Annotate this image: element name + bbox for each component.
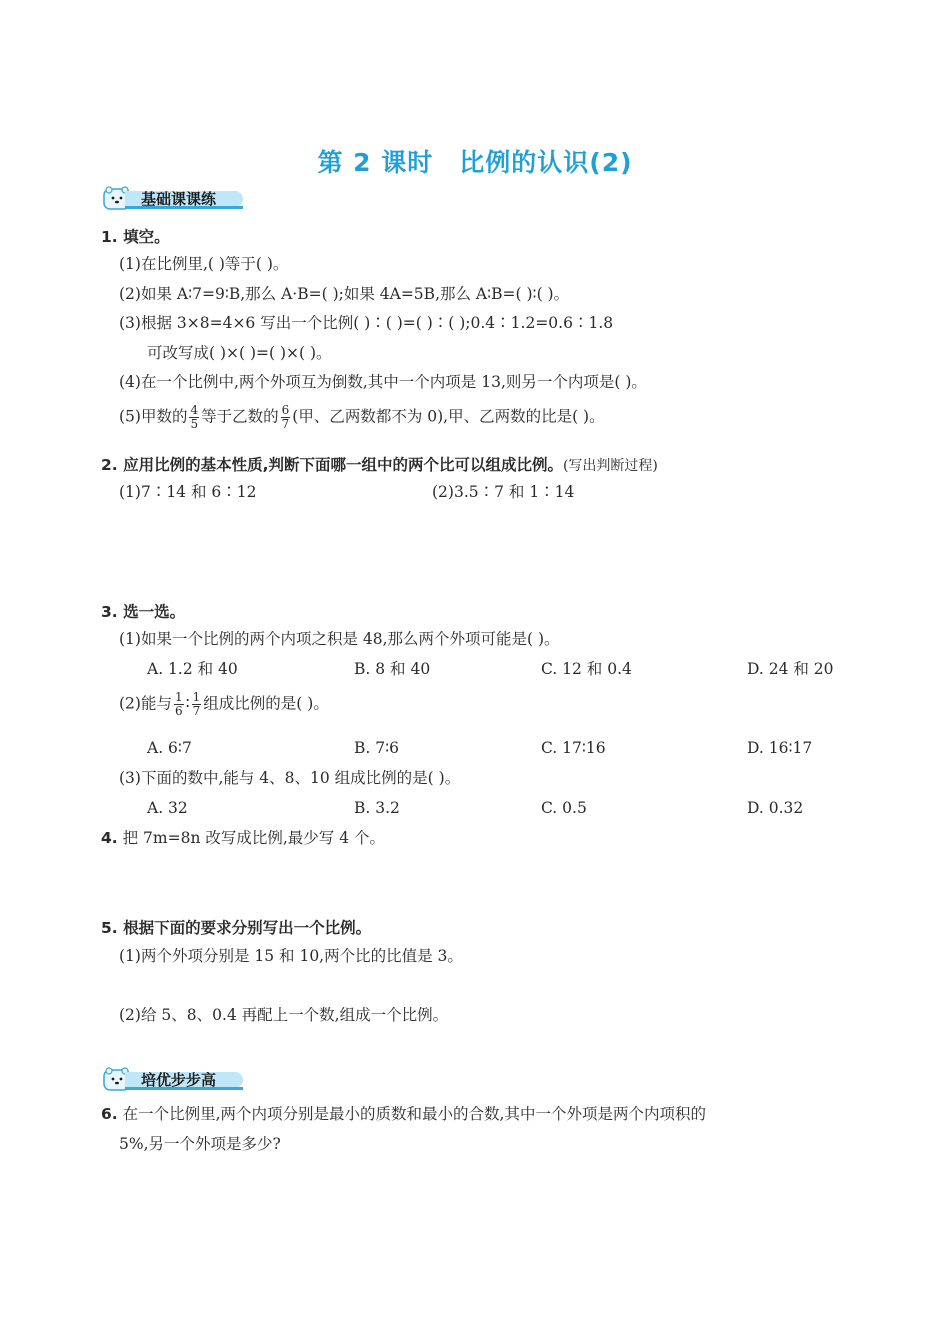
q1-item-3: (3)根据 3×8=4×6 写出一个比例( )∶( )=( )∶( );0.4∶1.2=0.6∶1.8 — [119, 314, 614, 332]
q2-item-2: (2)3.5∶7 和 1∶14 — [432, 483, 575, 501]
q5-heading: 5. 根据下面的要求分别写出一个比例。 — [101, 919, 372, 937]
q4-number: 4. — [101, 829, 118, 847]
q3-1-option-c: C. 12 和 0.4 — [541, 660, 632, 678]
q3-1-option-b: B. 8 和 40 — [354, 660, 431, 678]
q2-heading: 2. 应用比例的基本性质,判断下面哪一组中的两个比可以组成比例。(写出判断过程) — [101, 456, 658, 474]
fraction-6-7: $\frac{6}{7}$ — [281, 403, 290, 431]
page-title — [0, 143, 950, 179]
section-badge-advanced — [103, 1067, 243, 1091]
q6-number: 6. — [101, 1105, 118, 1123]
q5-item-2: (2)给 5、8、0.4 再配上一个数,组成一个比例。 — [119, 1006, 449, 1024]
q5-item-1: (1)两个外项分别是 15 和 10,两个比的比值是 3。 — [119, 947, 463, 965]
q4-text: 把 7m=8n 改写成比例,最少写 4 个。 — [122, 829, 386, 847]
q3-heading: 3. 选一选。 — [101, 603, 186, 621]
fraction-1-7: $\frac{1}{7}$ — [192, 690, 201, 718]
q3-item-3: (3)下面的数中,能与 4、8、10 组成比例的是( )。 — [119, 769, 461, 787]
q4 — [101, 828, 385, 848]
q2-note: (写出判断过程) — [562, 458, 658, 474]
lesson-topic: 比例的认识(2) — [459, 148, 633, 177]
section-label-advanced: 培优步步高 — [141, 1071, 217, 1089]
q3-2-option-d: D. 16∶17 — [747, 739, 813, 757]
q3-2-option-c: C. 17∶16 — [541, 739, 606, 757]
q3-3-option-a: A. 32 — [147, 799, 188, 817]
q2-item-1: (1)7∶14 和 6∶12 — [119, 483, 257, 501]
q3-item-2: (2)能与 $\frac{1}{6}$ ∶ $\frac{1}{7}$ 组成比例的是( )。 — [119, 690, 329, 718]
q1-heading: 1. 填空。 — [101, 228, 170, 246]
q1-item-3-cont: 可改写成( )×( )=( )×( )。 — [147, 344, 332, 362]
q6-line-1 — [101, 1104, 706, 1124]
q3-3-option-b: B. 3.2 — [354, 799, 400, 817]
q6-text-1: 在一个比例里,两个内项分别是最小的质数和最小的合数,其中一个外项是两个内项积的 — [122, 1105, 706, 1123]
q3-2-option-a: A. 6∶7 — [147, 739, 192, 757]
q3-3-option-c: C. 0.5 — [541, 799, 587, 817]
q3-1-option-d: D. 24 和 20 — [747, 660, 834, 678]
section-label-basic: 基础课课练 — [141, 190, 217, 208]
q1-item-4: (4)在一个比例中,两个外项互为倒数,其中一个内项是 13,则另一个内项是( )。 — [119, 373, 647, 391]
q1-item-5: (5)甲数的 $\frac{4}{5}$ 等于乙数的 $\frac{6}{7}$ (甲、乙两数都不为 0),甲、乙两数的比是( )。 — [119, 403, 605, 431]
section-badge-basic — [103, 186, 243, 210]
q1-item-1: (1)在比例里,( )等于( )。 — [119, 255, 289, 273]
q3-item-1: (1)如果一个比例的两个内项之积是 48,那么两个外项可能是( )。 — [119, 630, 560, 648]
lesson-label: 第 2 课时 — [317, 148, 434, 177]
q3-3-option-d: D. 0.32 — [747, 799, 804, 817]
q6-line-2: 5%,另一个外项是多少? — [119, 1135, 281, 1153]
q3-1-option-a: A. 1.2 和 40 — [147, 660, 238, 678]
fraction-1-6: $\frac{1}{6}$ — [174, 690, 183, 718]
q1-item-2: (2)如果 A∶7=9∶B,那么 A·B=( );如果 4A=5B,那么 A∶B=( )∶( )。 — [119, 285, 570, 303]
q3-2-option-b: B. 7∶6 — [354, 739, 400, 757]
fraction-4-5: $\frac{4}{5}$ — [190, 403, 199, 431]
